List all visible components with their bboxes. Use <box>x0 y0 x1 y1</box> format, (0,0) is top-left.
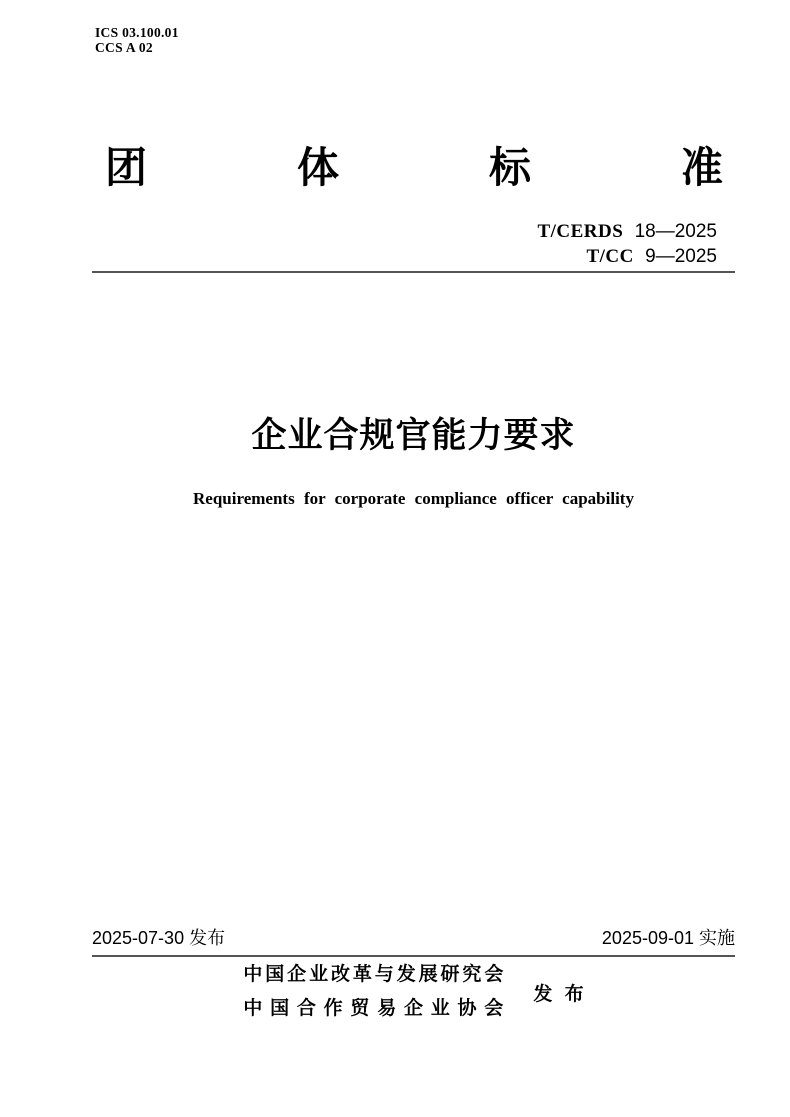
dates-row <box>92 924 735 950</box>
standard-code-prefix: T/CERDS <box>537 221 624 242</box>
document-title-english: Requirements for corporate compliance officer capability <box>193 489 634 508</box>
standard-type-heading: 团 体 标 准 <box>105 144 723 191</box>
standard-code-prefix: T/CC <box>586 245 634 267</box>
ccs-code-line: CCS A 02 <box>95 40 153 55</box>
publisher-block <box>92 958 735 1026</box>
publisher-organizations <box>243 958 503 1026</box>
document-title-chinese: 企业合规官能力要求 <box>251 416 576 455</box>
standard-code-block <box>537 220 717 269</box>
publisher-organization-2: 中 国 合 作 贸 易 企 业 协 会 <box>243 998 504 1019</box>
standard-code-number: 9—2025 <box>645 245 717 267</box>
issue-date: 2025-07-30 发布 <box>92 928 226 948</box>
classification-codes <box>95 25 179 55</box>
ics-code-line: ICS 03.100.01 <box>95 25 179 40</box>
implementation-date: 2025-09-01 实施 <box>601 928 735 948</box>
standard-code-number: 18—2025 <box>634 221 717 242</box>
standard-code-line-1 <box>537 220 717 245</box>
publisher-organization-1: 中 国 企 业 改 革 与 发 展 研 究 会 <box>243 964 504 985</box>
release-label: 发 布 <box>533 983 584 1005</box>
footer-divider-rule <box>92 955 735 957</box>
header-divider-rule <box>92 271 735 273</box>
standard-code-line-2 <box>537 245 717 270</box>
